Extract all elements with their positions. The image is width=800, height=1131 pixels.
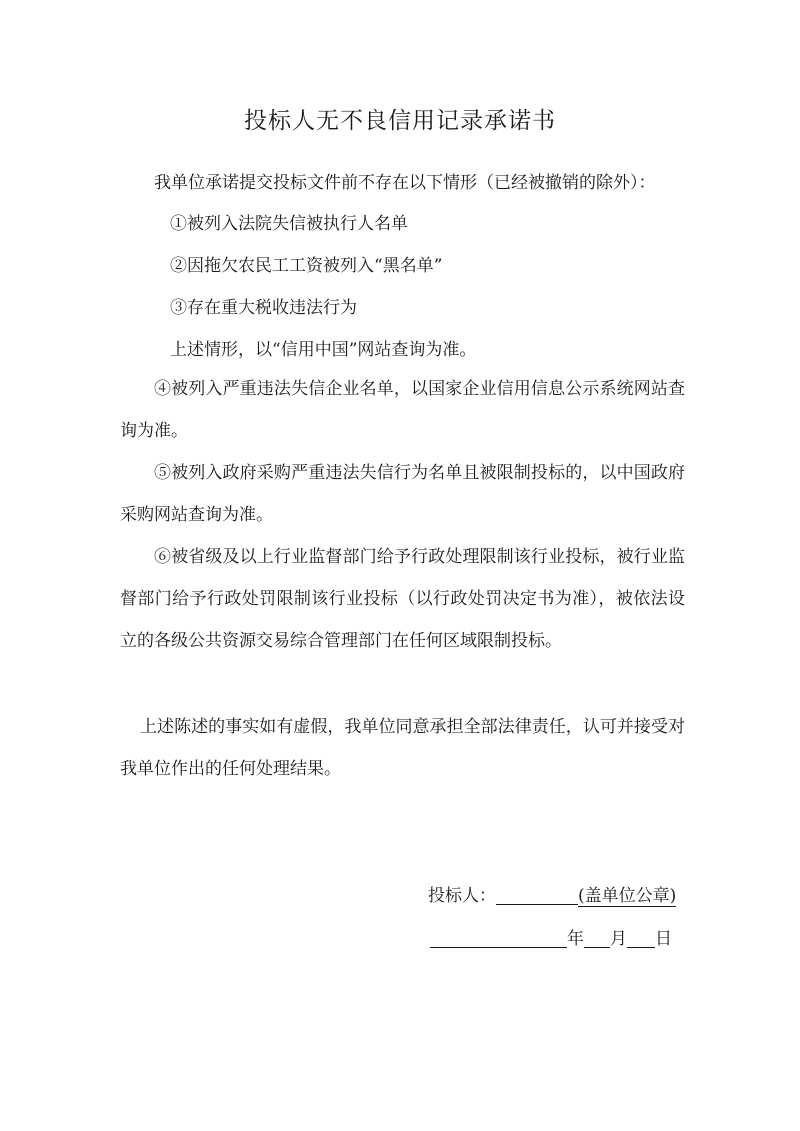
seal-note: (盖单位公章) — [578, 886, 677, 906]
month-blank — [584, 929, 610, 948]
day-label: 日 — [655, 929, 672, 949]
intro-text: 我单位承诺提交投标文件前不存在以下情形（已经被撤销的除外）： — [154, 173, 656, 193]
year-blank — [430, 929, 567, 948]
paragraph-5: ⑤被列入政府采购严重违法失信行为名单且被限制投标的，以中国政府采购网站查询为准。 — [120, 463, 685, 525]
note-text: 上述情形，以“信用中国”网站查询为准。 — [170, 340, 477, 360]
bidder-label: 投标人： — [428, 886, 496, 906]
bidder-signature-row — [428, 884, 676, 908]
paragraph-4: ④被列入严重违法失信企业名单，以国家企业信用信息公示系统网站查询为准。 — [120, 379, 685, 441]
declaration-text: 上述陈述的事实如有虚假，我单位同意承担全部法律责任，认可并接受对我单位作出的任何处理结果。 — [120, 717, 685, 779]
list-item: ①被列入法院失信被执行人名单 — [170, 214, 408, 234]
year-label: 年 — [567, 929, 584, 949]
list-item: ②因拖欠农民工工资被列入“黑名单” — [170, 256, 443, 276]
day-blank — [627, 929, 655, 948]
bidder-name-blank — [496, 886, 578, 905]
paragraph-6: ⑥被省级及以上行业监督部门给予行政处理限制该行业投标，被行业监督部门给予行政处罚限制该行业投标（以行政处罚决定书为准），被依法设立的各级公共资源交易综合管理部门在任何区域限制投标。 — [120, 547, 685, 651]
date-row — [430, 927, 672, 951]
list-item: ③存在重大税收违法行为 — [170, 298, 357, 318]
month-label: 月 — [610, 929, 627, 949]
document-title: 投标人无不良信用记录承诺书 — [244, 108, 556, 134]
